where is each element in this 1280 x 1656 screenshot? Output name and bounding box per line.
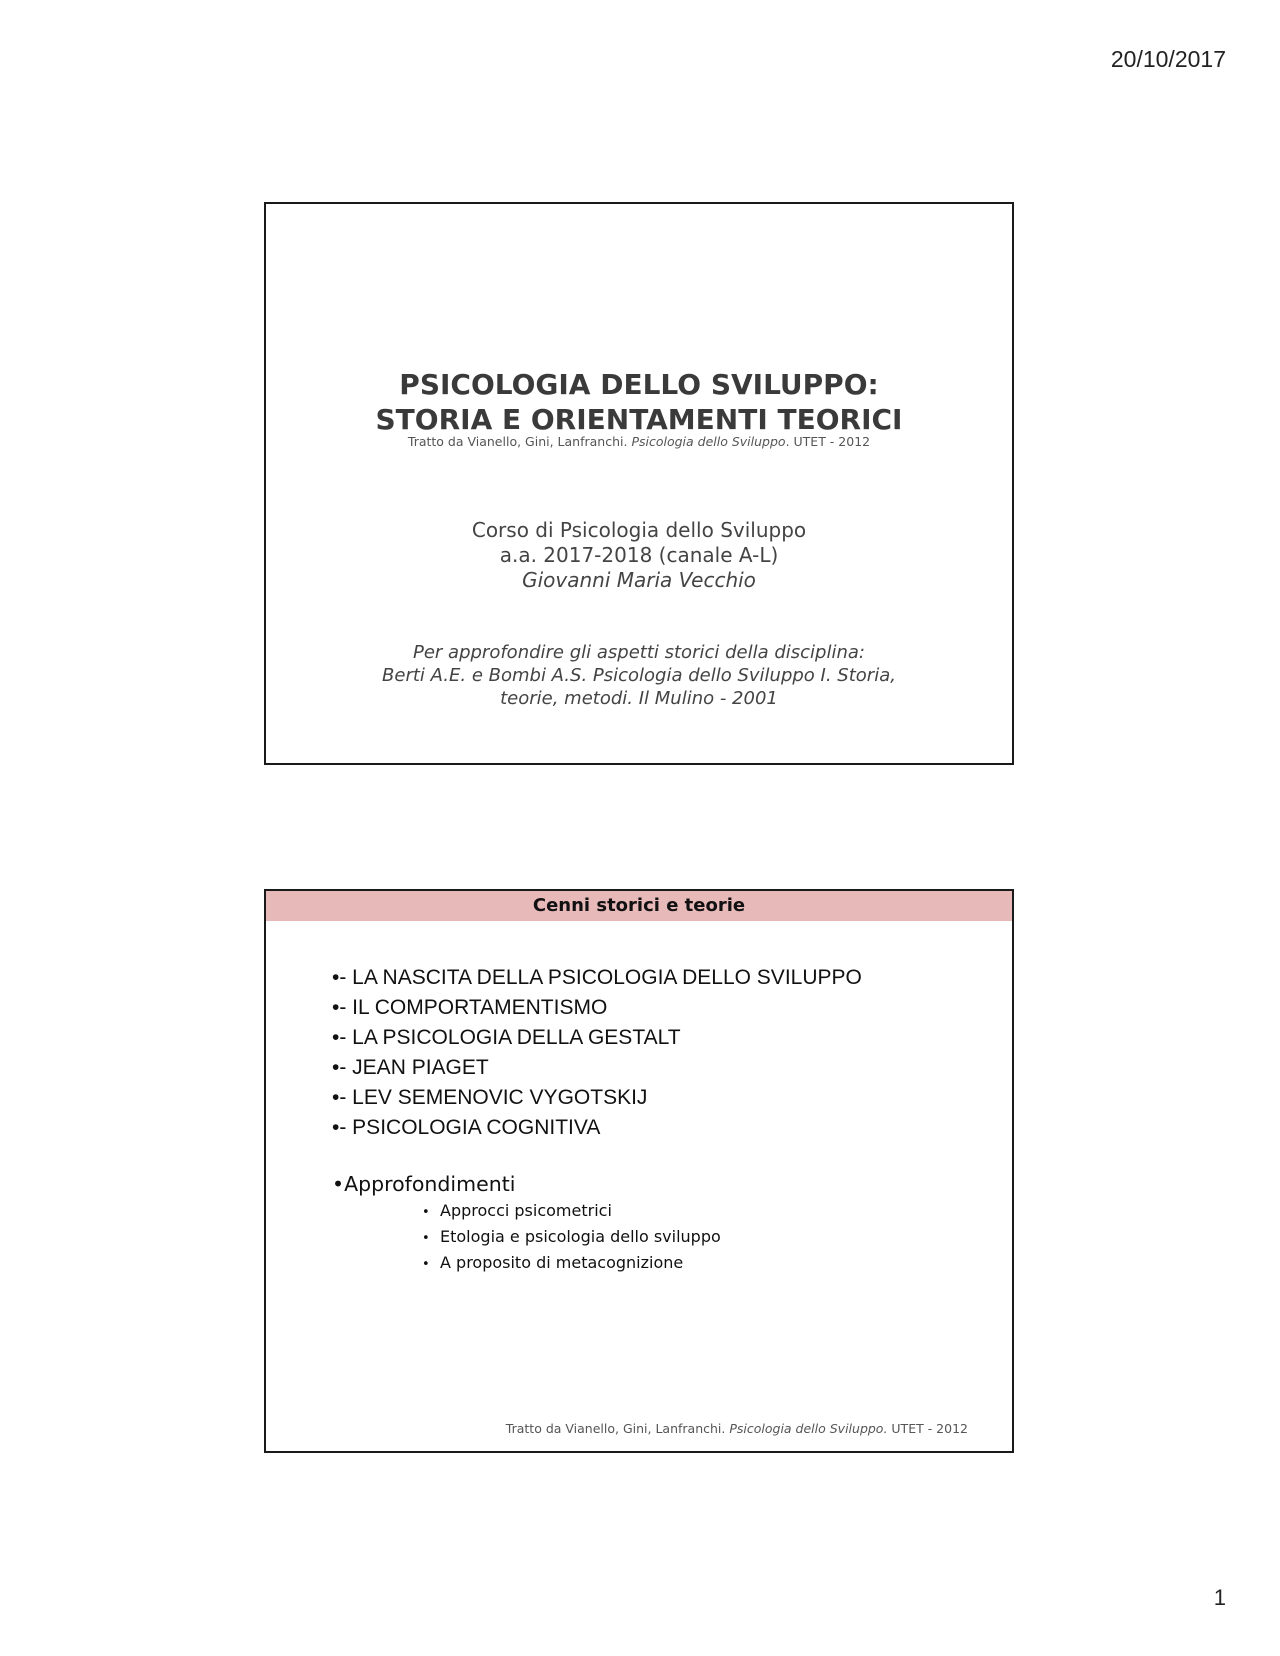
footer-prefix: Tratto da Vianello, Gini, Lanfranchi. (505, 1421, 730, 1436)
bullet-icon: • (422, 1231, 430, 1246)
source-suffix: . UTET - 2012 (785, 434, 871, 449)
further-reading (266, 641, 1012, 710)
footer-book: Psicologia dello Sviluppo. (729, 1421, 888, 1436)
page-number: 1 (1213, 1585, 1226, 1610)
list-item (422, 1251, 721, 1277)
list-item (422, 1225, 721, 1251)
source-citation (266, 434, 1012, 449)
page-date: 20/10/2017 (1110, 46, 1226, 72)
list-item-label: Etologia e psicologia dello sviluppo (440, 1227, 721, 1246)
course-author: Giovanni Maria Vecchio (522, 568, 756, 592)
list-item: •- JEAN PIAGET (332, 1056, 489, 1079)
source-book: Psicologia dello Sviluppo (631, 434, 786, 449)
list-item (422, 1199, 721, 1225)
list-item: •- IL COMPORTAMENTISMO (332, 996, 608, 1019)
slide-title-line-2: STORIA E ORIENTAMENTI TEORICI (375, 403, 903, 436)
list-item: •- LA NASCITA DELLA PSICOLOGIA DELLO SVILUPPO (332, 966, 862, 989)
further-reading-line-3: teorie, metodi. Il Mulino - 2001 (500, 688, 778, 709)
topics-list (332, 963, 862, 1143)
list-item-label: Approcci psicometrici (440, 1201, 612, 1220)
title-slide (264, 202, 1014, 765)
topics-slide (264, 889, 1014, 1453)
further-reading-line-2: Berti A.E. e Bombi A.S. Psicologia dello Sviluppo I. Storia, (382, 665, 896, 686)
slide-footer-citation (506, 1421, 968, 1436)
slide-title (266, 367, 1012, 437)
extra-topics-list (422, 1199, 721, 1277)
slide-title-line-1: PSICOLOGIA DELLO SVILUPPO: (399, 368, 879, 401)
footer-suffix: UTET - 2012 (887, 1421, 968, 1436)
list-item: •- PSICOLOGIA COGNITIVA (332, 1116, 601, 1139)
bullet-icon: • (422, 1205, 430, 1220)
slide-header: Cenni storici e teorie (266, 891, 1012, 921)
course-info (266, 518, 1012, 593)
further-reading-line-1: Per approfondire gli aspetti storici della disciplina: (413, 642, 865, 663)
academic-year: a.a. 2017-2018 (canale A-L) (499, 543, 779, 567)
bullet-icon: • (422, 1257, 430, 1272)
list-item-label: A proposito di metacognizione (440, 1253, 684, 1272)
course-name: Corso di Psicologia dello Sviluppo (471, 518, 807, 542)
list-item: •- LEV SEMENOVIC VYGOTSKIJ (332, 1086, 648, 1109)
source-prefix: Tratto da Vianello, Gini, Lanfranchi. (407, 434, 632, 449)
list-item: •- LA PSICOLOGIA DELLA GESTALT (332, 1026, 681, 1049)
extra-topics-title: •Approfondimenti (332, 1172, 516, 1196)
